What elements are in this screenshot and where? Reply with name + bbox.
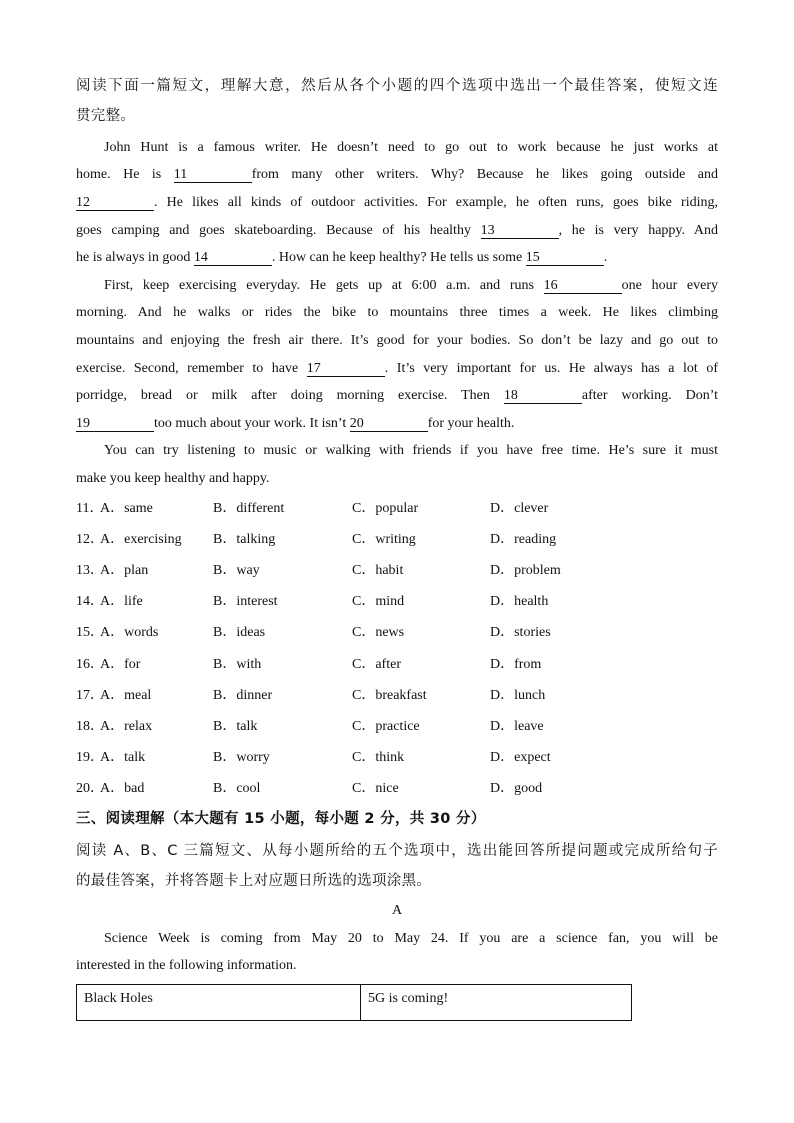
question-row xyxy=(76,749,696,767)
blank-12[interactable]: 12 xyxy=(76,196,154,211)
section-instruction-1: 阅读 A、B、C 三篇短文、从每小题所给的五个选项中，选出能回答所提问题或完成所给句子 xyxy=(76,843,718,859)
text-segment: goes camping and goes skateboarding. Because of his healthy xyxy=(76,223,471,238)
question-row xyxy=(76,718,696,736)
text-segment: he is always in good xyxy=(76,250,191,265)
text-segment: . It’s very important for us. He always has a lot of xyxy=(384,361,719,376)
passage-p2-line-1 xyxy=(104,278,718,294)
question-number: 17． xyxy=(76,688,104,703)
passage-p1-line-2 xyxy=(76,167,718,183)
option-c[interactable]: C．habit xyxy=(352,563,404,578)
option-d[interactable]: D．problem xyxy=(490,563,561,578)
passage-p1-line-3 xyxy=(76,195,718,211)
text-segment: from many other writers. Why? Because he likes going outside and xyxy=(251,167,719,182)
table-cell: 5G is coming! xyxy=(361,985,632,1021)
question-row xyxy=(76,593,696,611)
option-b[interactable]: B．different xyxy=(213,501,285,516)
text-segment: First, keep exercising everyday. He gets up at 6:00 a.m. and runs xyxy=(104,278,534,293)
passage-p2-line-2: morning. And he walks or rides the bike to mountains three times a week. He likes climbing xyxy=(76,305,718,320)
option-d[interactable]: D．leave xyxy=(490,719,544,734)
section-instruction-2: 的最佳答案，并将答题卡上对应题日所选的选项涂黑。 xyxy=(76,873,432,889)
option-b[interactable]: B．worry xyxy=(213,750,270,765)
option-b[interactable]: B．with xyxy=(213,657,262,672)
text-segment: porridge, bread or milk after doing morning exercise. Then xyxy=(76,388,490,403)
option-d[interactable]: D．reading xyxy=(490,532,557,547)
text-segment: exercise. Second, remember to have xyxy=(76,361,299,376)
passage-p2-line-5 xyxy=(76,388,718,404)
text-segment: too much about your work. It isn’t xyxy=(154,416,347,431)
option-b[interactable]: B．ideas xyxy=(213,625,266,640)
option-b[interactable]: B．way xyxy=(213,563,260,578)
passage-p3-line-1: You can try listening to music or walking with friends if you have free time. He’s sure it must xyxy=(104,443,718,458)
instruction-line-1: 阅读下面一篇短文，理解大意，然后从各个小题的四个选项中选出一个最佳答案，使短文连 xyxy=(76,78,718,94)
question-number: 20． xyxy=(76,781,104,796)
text-segment: for your health. xyxy=(427,416,515,431)
option-a[interactable]: A．words xyxy=(100,625,159,640)
option-a[interactable]: A．bad xyxy=(100,781,145,796)
option-a[interactable]: A．exercising xyxy=(100,532,182,547)
blank-20[interactable]: 20 xyxy=(350,417,428,432)
option-a[interactable]: A．life xyxy=(100,594,143,609)
option-d[interactable]: D．clever xyxy=(490,501,549,516)
blank-18[interactable]: 18 xyxy=(504,389,582,404)
option-a[interactable]: A．talk xyxy=(100,750,146,765)
blank-15[interactable]: 15 xyxy=(526,251,604,266)
question-row xyxy=(76,780,696,798)
option-b[interactable]: B．interest xyxy=(213,594,278,609)
text-segment: . How can he keep healthy? He tells us some xyxy=(271,250,523,265)
option-d[interactable]: D．health xyxy=(490,594,549,609)
instruction-line-2: 贯完整。 xyxy=(76,108,136,124)
question-row xyxy=(76,656,696,674)
question-number: 13． xyxy=(76,563,104,578)
question-row xyxy=(76,531,696,549)
option-a[interactable]: A．plan xyxy=(100,563,149,578)
question-row xyxy=(76,624,696,642)
option-c[interactable]: C．practice xyxy=(352,719,420,734)
info-table xyxy=(76,984,632,1021)
passage-p3-line-2: make you keep healthy and happy. xyxy=(76,471,270,486)
option-a[interactable]: A．relax xyxy=(100,719,153,734)
question-number: 11． xyxy=(76,501,104,516)
option-c[interactable]: C．think xyxy=(352,750,405,765)
option-b[interactable]: B．cool xyxy=(213,781,261,796)
option-a[interactable]: A．same xyxy=(100,501,153,516)
option-a[interactable]: A．for xyxy=(100,657,141,672)
option-c[interactable]: C．nice xyxy=(352,781,399,796)
text-segment: . He likes all kinds of outdoor activities. For example, he often runs, goes bike riding, xyxy=(154,195,718,210)
section-heading: 三、阅读理解（本大题有 15 小题，每小题 2 分，共 30 分） xyxy=(76,811,486,827)
passage-p2-line-6 xyxy=(76,416,718,432)
blank-14[interactable]: 14 xyxy=(194,251,272,266)
option-b[interactable]: B．talking xyxy=(213,532,276,547)
option-c[interactable]: C．popular xyxy=(352,501,419,516)
passage-p1-line-4 xyxy=(76,223,718,239)
option-b[interactable]: B．dinner xyxy=(213,688,273,703)
blank-17[interactable]: 17 xyxy=(307,362,385,377)
question-number: 18． xyxy=(76,719,104,734)
option-d[interactable]: D．stories xyxy=(490,625,551,640)
question-row xyxy=(76,562,696,580)
question-number: 16． xyxy=(76,657,104,672)
passage-p2-line-4 xyxy=(76,361,718,377)
question-number: 15． xyxy=(76,625,104,640)
blank-11[interactable]: 11 xyxy=(174,168,252,183)
text-segment: after working. Don’t xyxy=(581,388,718,403)
text-segment: one hour every xyxy=(621,278,719,293)
option-d[interactable]: D．expect xyxy=(490,750,551,765)
question-row xyxy=(76,687,696,705)
blank-19[interactable]: 19 xyxy=(76,417,154,432)
option-d[interactable]: D．lunch xyxy=(490,688,546,703)
passage-letter: A xyxy=(391,903,403,918)
blank-13[interactable]: 13 xyxy=(481,224,559,239)
passage-p1-line-1: John Hunt is a famous writer. He doesn’t need to go out to work because he just works at xyxy=(104,140,718,155)
option-c[interactable]: C．writing xyxy=(352,532,416,547)
blank-16[interactable]: 16 xyxy=(544,279,622,294)
text-segment: , he is very happy. And xyxy=(558,223,718,238)
text-segment: . xyxy=(603,250,608,265)
passage-p1-line-5 xyxy=(76,250,718,266)
passage-p2-line-3: mountains and enjoying the fresh air there. It’s good for your bodies. So don’t be lazy and go out to xyxy=(76,333,718,348)
passage-a-line-2: interested in the following information. xyxy=(76,958,297,973)
question-number: 12． xyxy=(76,532,104,547)
text-segment: home. He is xyxy=(76,167,162,182)
question-row xyxy=(76,500,696,518)
table-cell: Black Holes xyxy=(77,985,361,1021)
option-a[interactable]: A．meal xyxy=(100,688,152,703)
option-c[interactable]: C．news xyxy=(352,625,405,640)
option-c[interactable]: C．breakfast xyxy=(352,688,427,703)
passage-a-line-1: Science Week is coming from May 20 to May 24. If you are a science fan, you will be xyxy=(104,931,718,946)
option-b[interactable]: B．talk xyxy=(213,719,258,734)
question-number: 14． xyxy=(76,594,104,609)
option-c[interactable]: C．mind xyxy=(352,594,405,609)
table-row xyxy=(77,985,632,1021)
option-d[interactable]: D．from xyxy=(490,657,542,672)
option-d[interactable]: D．good xyxy=(490,781,543,796)
option-c[interactable]: C．after xyxy=(352,657,401,672)
question-number: 19． xyxy=(76,750,104,765)
